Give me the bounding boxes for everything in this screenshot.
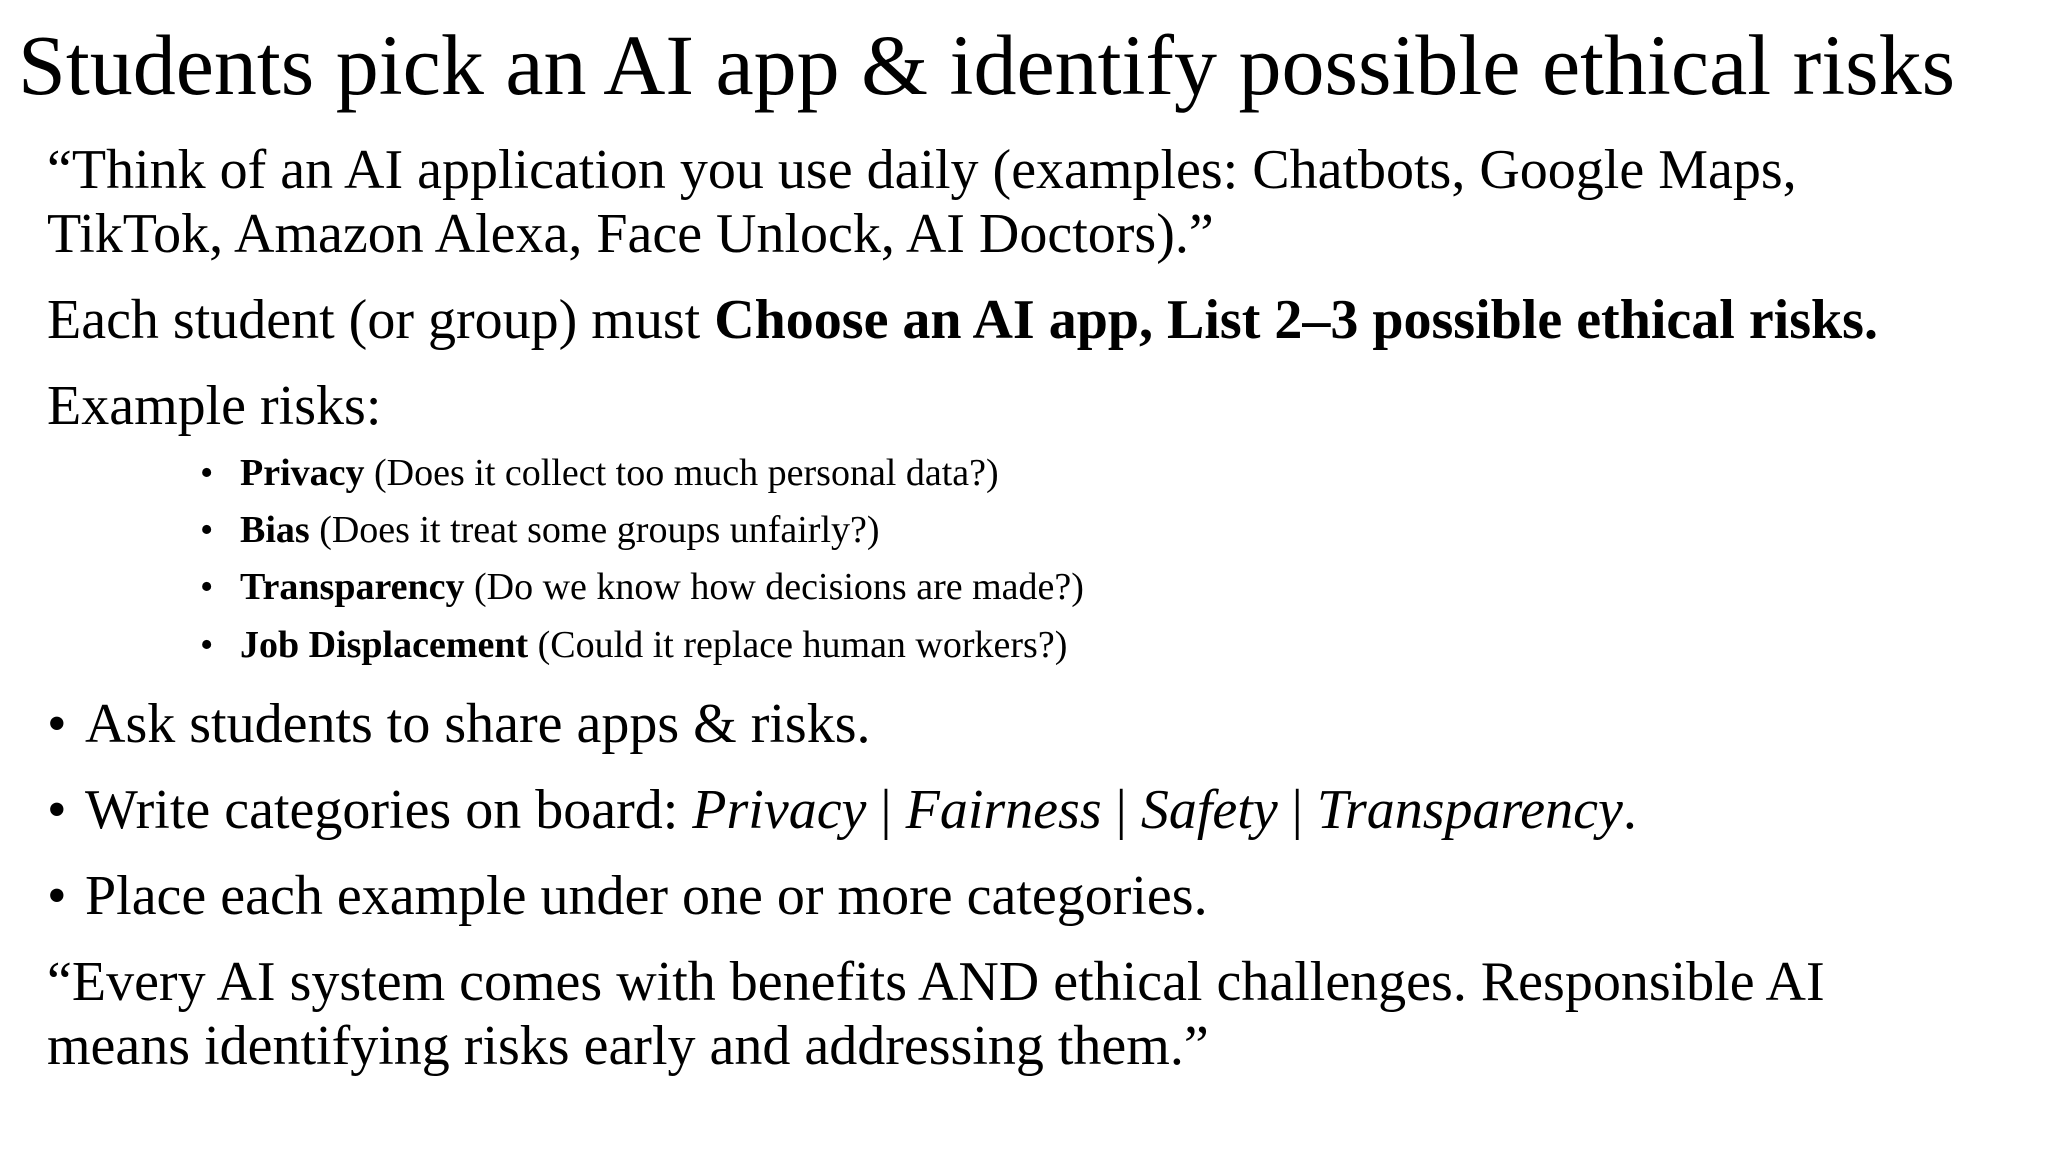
instruction-prefix: Each student (or group) must	[47, 289, 715, 351]
risk-item-privacy	[200, 450, 999, 496]
example-risks-heading: Example risks:	[47, 375, 382, 437]
step-text: Ask students to share apps & risks.	[85, 693, 871, 755]
category-safety: Safety	[1140, 779, 1278, 841]
step-suffix: .	[1622, 779, 1637, 841]
instruction-text	[47, 288, 1878, 352]
bullet-icon: •	[200, 509, 214, 551]
category-separator: |	[866, 779, 906, 841]
risk-name: Job Displacement	[240, 624, 529, 666]
step-place-examples	[47, 864, 1208, 928]
step-write-categories	[47, 778, 1637, 842]
risk-name: Bias	[240, 509, 310, 551]
step-text: Write categories on board:	[85, 779, 693, 841]
step-text: Place each example under one or more categories.	[85, 865, 1208, 927]
instruction-bold: Choose an AI app, List 2–3 possible ethical risks.	[714, 289, 1878, 351]
category-fairness: Fairness	[905, 779, 1102, 841]
intro-quote-line-1: “Think of an AI application you use daily (examples: Chatbots, Google Maps,	[47, 139, 1797, 201]
closing-quote-line-2: means identifying risks early and addressing them.”	[47, 1015, 1209, 1077]
category-separator: |	[1101, 779, 1141, 841]
bullet-icon: •	[47, 693, 67, 755]
category-privacy: Privacy	[692, 779, 867, 841]
risk-description: (Does it collect too much personal data?)	[364, 452, 999, 494]
risk-description: (Do we know how decisions are made?)	[464, 566, 1084, 608]
slide-title: Students pick an AI app & identify possible ethical risks	[18, 17, 1956, 113]
bullet-icon: •	[200, 624, 214, 666]
bullet-icon: •	[47, 865, 67, 927]
risk-item-job-displacement	[200, 622, 1067, 668]
bullet-icon: •	[47, 779, 67, 841]
bullet-icon: •	[200, 566, 214, 608]
closing-quote-line-1: “Every AI system comes with benefits AND ethical challenges. Responsible AI	[47, 951, 1825, 1013]
intro-quote-line-2: TikTok, Amazon Alexa, Face Unlock, AI Doctors).”	[47, 203, 1214, 265]
risk-name: Transparency	[240, 566, 465, 608]
risk-item-bias	[200, 507, 880, 553]
risk-description: (Does it treat some groups unfairly?)	[309, 509, 880, 551]
category-transparency: Transparency	[1316, 779, 1623, 841]
category-separator: |	[1277, 779, 1317, 841]
bullet-icon: •	[200, 452, 214, 494]
risk-item-transparency	[200, 564, 1084, 610]
risk-name: Privacy	[240, 452, 365, 494]
risk-description: (Could it replace human workers?)	[528, 624, 1068, 666]
step-share-apps	[47, 692, 871, 756]
